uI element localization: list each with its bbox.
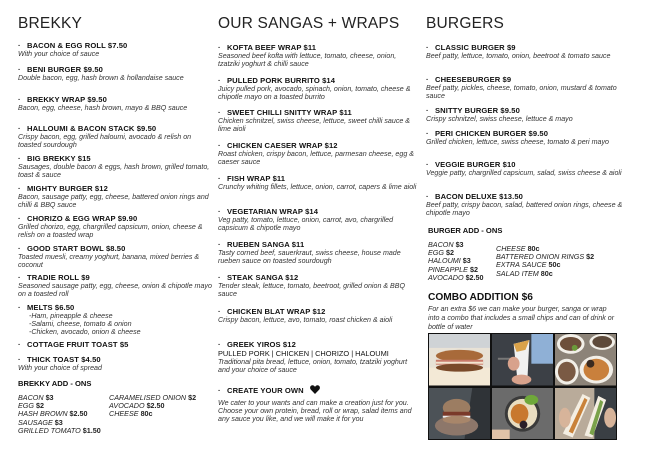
menu-item: · CHORIZO & EGG WRAP $9.90 Grilled chorizo, egg, chargrilled capsicum, onion, cheese & relish on a toasted wrap [18, 214, 203, 240]
bullet-icon: · [218, 76, 221, 85]
brekky-addons-left [18, 394, 101, 435]
menu-item: · SNITTY BURGER $9.50 Crispy schnitzel, swiss cheese, lettuce & mayo [426, 106, 573, 123]
combo-description: For an extra $6 we can make your burger, sanga or wrap into a combo that includes a small chips and can of drink or bottle of water [428, 305, 615, 331]
addon-item: BACON $3 [18, 393, 54, 402]
addon-item: CARAMELISED ONION $2 [109, 393, 197, 402]
menu-item-greek-yiros: · GREEK YIROS $12 PULLED PORK | CHICKEN | CHORIZO | HALOUMI Traditional pita bread, lettuce, onion, tomato, tzatziki yoghurt and your choice of sauce [218, 340, 418, 374]
menu-item: · THICK TOAST $4.50 With your choice of spread [18, 355, 102, 372]
menu-item-melts: · MELTS $6.50 -Ham, pineapple & cheese -Salami, cheese, tomato & onion -Chicken, avocado, onion & cheese [18, 303, 141, 337]
menu-item-create-your-own: · CREATE YOUR OWN We cater to your wants and can make a creation just for you. Choose your own protein, bread, roll or wrap, salad items and any sauce you like, and we will make it for you [218, 386, 412, 424]
bullet-icon: · [218, 207, 221, 216]
bullet-icon: · [426, 129, 429, 138]
menu-item: · BREKKY WRAP $9.50 Bacon, egg, cheese, hash brown, mayo & BBQ sauce [18, 95, 188, 112]
addon-item: HASH BROWN $2.50 [18, 409, 88, 419]
menu-item: · SWEET CHILLI SNITTY WRAP $11 Chicken schnitzel, swiss cheese, lettuce, sweet chilli sauce & lime aioli [218, 108, 411, 134]
bullet-icon: · [426, 106, 429, 115]
bullet-icon: · [426, 43, 429, 52]
menu-item: · BACON DELUXE $13.50 Beef patty, crispy bacon, salad, battered onion rings, cheese & chipotle mayo [426, 192, 623, 218]
bullet-icon: · [218, 386, 221, 395]
toasted-sandwich-photo [429, 334, 490, 386]
bullet-icon: · [218, 340, 221, 349]
menu-item: · COTTAGE FRUIT TOAST $5 [18, 340, 129, 349]
menu-item: · MIGHTY BURGER $12 Bacon, sausage patty, egg, cheese, battered onion rings and chilli & BBQ sauce [18, 184, 209, 210]
burger-addons-left [428, 241, 484, 282]
bullet-icon: · [18, 340, 21, 349]
schnitzel-bowl-photo [492, 388, 553, 440]
addon-item: EGG $2 [18, 401, 44, 411]
section-title-burgers: BURGERS [426, 15, 505, 32]
menu-item: · CHICKEN CAESER WRAP $12 Roast chicken, crispy bacon, lettuce, parmesan cheese, egg & caeser sauce [218, 141, 414, 167]
menu-item: · KOFTA BEEF WRAP $11 Seasoned beef kofta with lettuce, tomato, cheese, onion, tzatziki yoghurt & chilli sauce [218, 43, 397, 69]
menu-item: · RUEBEN SANGA $11 Tasty corned beef, sauerkraut, swiss cheese, house made rueben sauce on toasted sourdough [218, 240, 401, 266]
menu-item: · CLASSIC BURGER $9 Beef patty, lettuce, tomato, onion, beetroot & tomato sauce [426, 43, 611, 60]
menu-item: · STEAK SANGA $12 Tender steak, lettuce, tomato, beetroot, grilled onion & BBQ sauce [218, 273, 406, 299]
bullet-icon: · [218, 307, 221, 316]
bullet-icon: · [426, 75, 429, 84]
bullet-icon: · [18, 124, 21, 133]
burger-addons-title: BURGER ADD - ONS [428, 226, 503, 235]
addon-item: PINEAPPLE $2 [428, 264, 478, 274]
bullet-icon: · [18, 273, 21, 282]
bullet-icon: · [218, 273, 221, 282]
addon-item: BACON $3 [428, 240, 464, 249]
bullet-icon: · [426, 192, 429, 201]
addon-item: GRILLED TOMATO $1.50 [18, 425, 101, 435]
addon-item: AVOCADO $2.50 [428, 272, 484, 282]
bullet-icon: · [218, 108, 221, 117]
bullet-icon: · [18, 355, 21, 364]
bullet-icon: · [218, 43, 221, 52]
addon-item: EXTRA SAUCE 50c [496, 260, 561, 270]
bullet-icon: · [18, 184, 21, 193]
bullet-icon: · [18, 65, 21, 74]
sandwich-halves-photo [555, 388, 616, 440]
menu-item: · HALLOUMI & BACON STACK $9.50 Crispy bacon, egg, grilled haloumi, avocado & relish on toasted sourdough [18, 124, 192, 150]
protein-options: PULLED PORK | CHICKEN | CHORIZO | HALOUMI [218, 349, 389, 358]
addon-item: AVOCADO $2.50 [109, 401, 165, 411]
menu-item: · VEGETARIAN WRAP $14 Veg patty, tomato, lettuce, onion, carrot, avo, chargrilled capsicum & chipotle mayo [218, 207, 394, 233]
heart-icon [310, 385, 320, 396]
section-title-sangas: OUR SANGAS + WRAPS [218, 15, 400, 32]
food-photo-grid [428, 333, 617, 440]
menu-item: · CHICKEN BLAT WRAP $12 Crispy bacon, lettuce, avo, tomato, roast chicken & aioli [218, 307, 393, 324]
menu-item: · FISH WRAP $11 Crunchy whiting fillets, lettuce, onion, carrot, capers & lime aioli [218, 174, 417, 191]
addon-item: BATTERED ONION RINGS $2 [496, 252, 595, 262]
menu-item: · VEGGIE BURGER $10 Veggie patty, chargrilled capsicum, salad, swiss cheese & aioli [426, 160, 622, 177]
addon-item: CHEESE 80c [496, 244, 540, 253]
bullet-icon: · [18, 303, 21, 312]
addon-item: SALAD ITEM 80c [496, 268, 553, 278]
bullet-icon: · [426, 160, 429, 169]
bullet-icon: · [18, 154, 21, 163]
brekky-addons-right [109, 394, 196, 419]
burger-addons-right [496, 245, 594, 278]
section-title-brekky: BREKKY [18, 15, 83, 32]
bullet-icon: · [18, 41, 21, 50]
bullet-icon: · [218, 240, 221, 249]
bullet-icon: · [218, 141, 221, 150]
menu-item: · TRADIE ROLL $9 Seasoned sausage patty, egg, cheese, onion & chipotle mayo on a toasted roll [18, 273, 212, 299]
menu-item: · BIG BREKKY $15 Sausages, double bacon & eggs, hash brown, grilled tomato, toast & sauce [18, 154, 210, 180]
bullet-icon: · [18, 244, 21, 253]
addon-item: CHEESE 80c [109, 409, 153, 419]
bullet-icon: · [18, 214, 21, 223]
menu-item: · BACON & EGG ROLL $7.50 With your choice of sauce [18, 41, 128, 58]
menu-item: · PULLED PORK BURRITO $14 Juicy pulled pork, avocado, spinach, onion, tomato, cheese & chipotle mayo on a toasted burrito [218, 76, 411, 102]
menu-item: · GOOD START BOWL $8.50 Toasted muesli, creamy yoghurt, banana, mixed berries & coconut [18, 244, 200, 270]
addon-item: EGG $2 [428, 248, 454, 258]
menu-item: · CHEESEBURGER $9 Beef patty, pickles, cheese, tomato, onion, mustard & tomato sauce [426, 75, 617, 101]
combo-title: COMBO ADDITION $6 [428, 292, 533, 303]
wrap-photo [492, 334, 553, 386]
addon-item: SAUSAGE $3 [18, 417, 63, 427]
bullet-icon: · [18, 95, 21, 104]
bullet-icon: · [218, 174, 221, 183]
addon-item: HALOUMI $3 [428, 256, 471, 266]
yiros-bowls-photo [555, 334, 616, 386]
menu-item: · BENI BURGER $9.50 Double bacon, egg, hash brown & hollandaise sauce [18, 65, 184, 82]
burger-photo [429, 388, 490, 440]
menu-item: · PERI CHICKEN BURGER $9.50 Grilled chicken, lettuce, swiss cheese, tomato & peri mayo [426, 129, 609, 146]
brekky-addons-title: BREKKY ADD - ONS [18, 379, 92, 388]
